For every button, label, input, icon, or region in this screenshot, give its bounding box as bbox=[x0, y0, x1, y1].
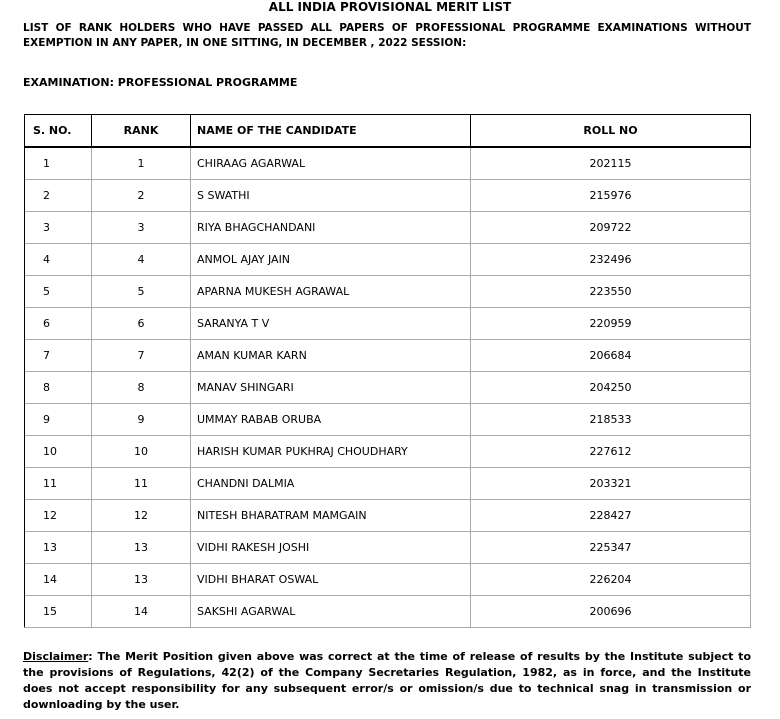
table-row bbox=[25, 212, 751, 244]
roll-cell: 218533 bbox=[471, 404, 751, 436]
rank-cell: 3 bbox=[92, 212, 191, 244]
roll-cell: 204250 bbox=[471, 372, 751, 404]
table-body bbox=[25, 147, 751, 628]
disclaimer bbox=[23, 649, 751, 713]
sno-cell: 4 bbox=[25, 244, 92, 276]
roll-cell: 215976 bbox=[471, 180, 751, 212]
table-row bbox=[25, 244, 751, 276]
name-cell: NITESH BHARATRAM MAMGAIN bbox=[191, 500, 471, 532]
sno-cell: 15 bbox=[25, 596, 92, 628]
name-cell: VIDHI RAKESH JOSHI bbox=[191, 532, 471, 564]
table-row bbox=[25, 596, 751, 628]
rank-cell: 7 bbox=[92, 340, 191, 372]
table-row bbox=[25, 147, 751, 180]
rank-cell: 6 bbox=[92, 308, 191, 340]
name-cell: ANMOL AJAY JAIN bbox=[191, 244, 471, 276]
name-cell: CHANDNI DALMIA bbox=[191, 468, 471, 500]
table-row bbox=[25, 532, 751, 564]
name-cell: CHIRAAG AGARWAL bbox=[191, 147, 471, 180]
rank-cell: 10 bbox=[92, 436, 191, 468]
name-cell: APARNA MUKESH AGRAWAL bbox=[191, 276, 471, 308]
roll-cell: 206684 bbox=[471, 340, 751, 372]
roll-cell: 226204 bbox=[471, 564, 751, 596]
rank-cell: 1 bbox=[92, 147, 191, 180]
rank-cell: 13 bbox=[92, 564, 191, 596]
table-row bbox=[25, 340, 751, 372]
name-cell: AMAN KUMAR KARN bbox=[191, 340, 471, 372]
table-row bbox=[25, 436, 751, 468]
table-header-row bbox=[25, 115, 751, 148]
roll-cell: 228427 bbox=[471, 500, 751, 532]
table-row bbox=[25, 308, 751, 340]
roll-cell: 209722 bbox=[471, 212, 751, 244]
table-row bbox=[25, 404, 751, 436]
rank-cell: 11 bbox=[92, 468, 191, 500]
page-title: ALL INDIA PROVISIONAL MERIT LIST bbox=[268, 0, 512, 14]
roll-cell: 202115 bbox=[471, 147, 751, 180]
sno-cell: 8 bbox=[25, 372, 92, 404]
sno-cell: 10 bbox=[25, 436, 92, 468]
sno-cell: 2 bbox=[25, 180, 92, 212]
roll-cell: 227612 bbox=[471, 436, 751, 468]
rank-cell: 2 bbox=[92, 180, 191, 212]
column-header-sno: S. NO. bbox=[25, 115, 92, 148]
name-cell: SAKSHI AGARWAL bbox=[191, 596, 471, 628]
table-row bbox=[25, 180, 751, 212]
disclaimer-label: Disclaimer bbox=[23, 650, 89, 663]
sno-cell: 9 bbox=[25, 404, 92, 436]
rank-cell: 12 bbox=[92, 500, 191, 532]
name-cell: HARISH KUMAR PUKHRAJ CHOUDHARY bbox=[191, 436, 471, 468]
sno-cell: 3 bbox=[25, 212, 92, 244]
name-cell: RIYA BHAGCHANDANI bbox=[191, 212, 471, 244]
table-row bbox=[25, 276, 751, 308]
rank-cell: 9 bbox=[92, 404, 191, 436]
name-cell: SARANYA T V bbox=[191, 308, 471, 340]
column-header-rank: RANK bbox=[92, 115, 191, 148]
table-row bbox=[25, 372, 751, 404]
examination-label: EXAMINATION: PROFESSIONAL PROGRAMME bbox=[23, 76, 298, 89]
name-cell: S SWATHI bbox=[191, 180, 471, 212]
table-row bbox=[25, 468, 751, 500]
roll-cell: 203321 bbox=[471, 468, 751, 500]
rank-cell: 5 bbox=[92, 276, 191, 308]
merit-list-table bbox=[24, 114, 751, 628]
sno-cell: 6 bbox=[25, 308, 92, 340]
rank-cell: 13 bbox=[92, 532, 191, 564]
roll-cell: 223550 bbox=[471, 276, 751, 308]
sno-cell: 12 bbox=[25, 500, 92, 532]
sno-cell: 5 bbox=[25, 276, 92, 308]
rank-cell: 4 bbox=[92, 244, 191, 276]
column-header-name: NAME OF THE CANDIDATE bbox=[191, 115, 471, 148]
name-cell: VIDHI BHARAT OSWAL bbox=[191, 564, 471, 596]
roll-cell: 225347 bbox=[471, 532, 751, 564]
disclaimer-text: : The Merit Position given above was correct at the time of release of results by the Institute subject to the provisions of Regulations, 42(2) of the Company Secretaries Regulation, 1982, as in force, and the Institute does not accept responsibility for any subsequent error/s or omission/s due to technical snag in transmission or downloading by the user. bbox=[23, 650, 751, 711]
roll-cell: 220959 bbox=[471, 308, 751, 340]
sno-cell: 1 bbox=[25, 147, 92, 180]
sno-cell: 11 bbox=[25, 468, 92, 500]
roll-cell: 232496 bbox=[471, 244, 751, 276]
column-header-roll: ROLL NO bbox=[471, 115, 751, 148]
name-cell: MANAV SHINGARI bbox=[191, 372, 471, 404]
table-row bbox=[25, 564, 751, 596]
sno-cell: 13 bbox=[25, 532, 92, 564]
sno-cell: 14 bbox=[25, 564, 92, 596]
rank-cell: 8 bbox=[92, 372, 191, 404]
sno-cell: 7 bbox=[25, 340, 92, 372]
list-description: LIST OF RANK HOLDERS WHO HAVE PASSED ALL PAPERS OF PROFESSIONAL PROGRAMME EXAMINATIONS WITHOUT EXEMPTION IN ANY PAPER, IN ONE SITTING, IN DECEMBER , 2022 SESSION: bbox=[23, 22, 751, 49]
table-row bbox=[25, 500, 751, 532]
name-cell: UMMAY RABAB ORUBA bbox=[191, 404, 471, 436]
roll-cell: 200696 bbox=[471, 596, 751, 628]
rank-cell: 14 bbox=[92, 596, 191, 628]
